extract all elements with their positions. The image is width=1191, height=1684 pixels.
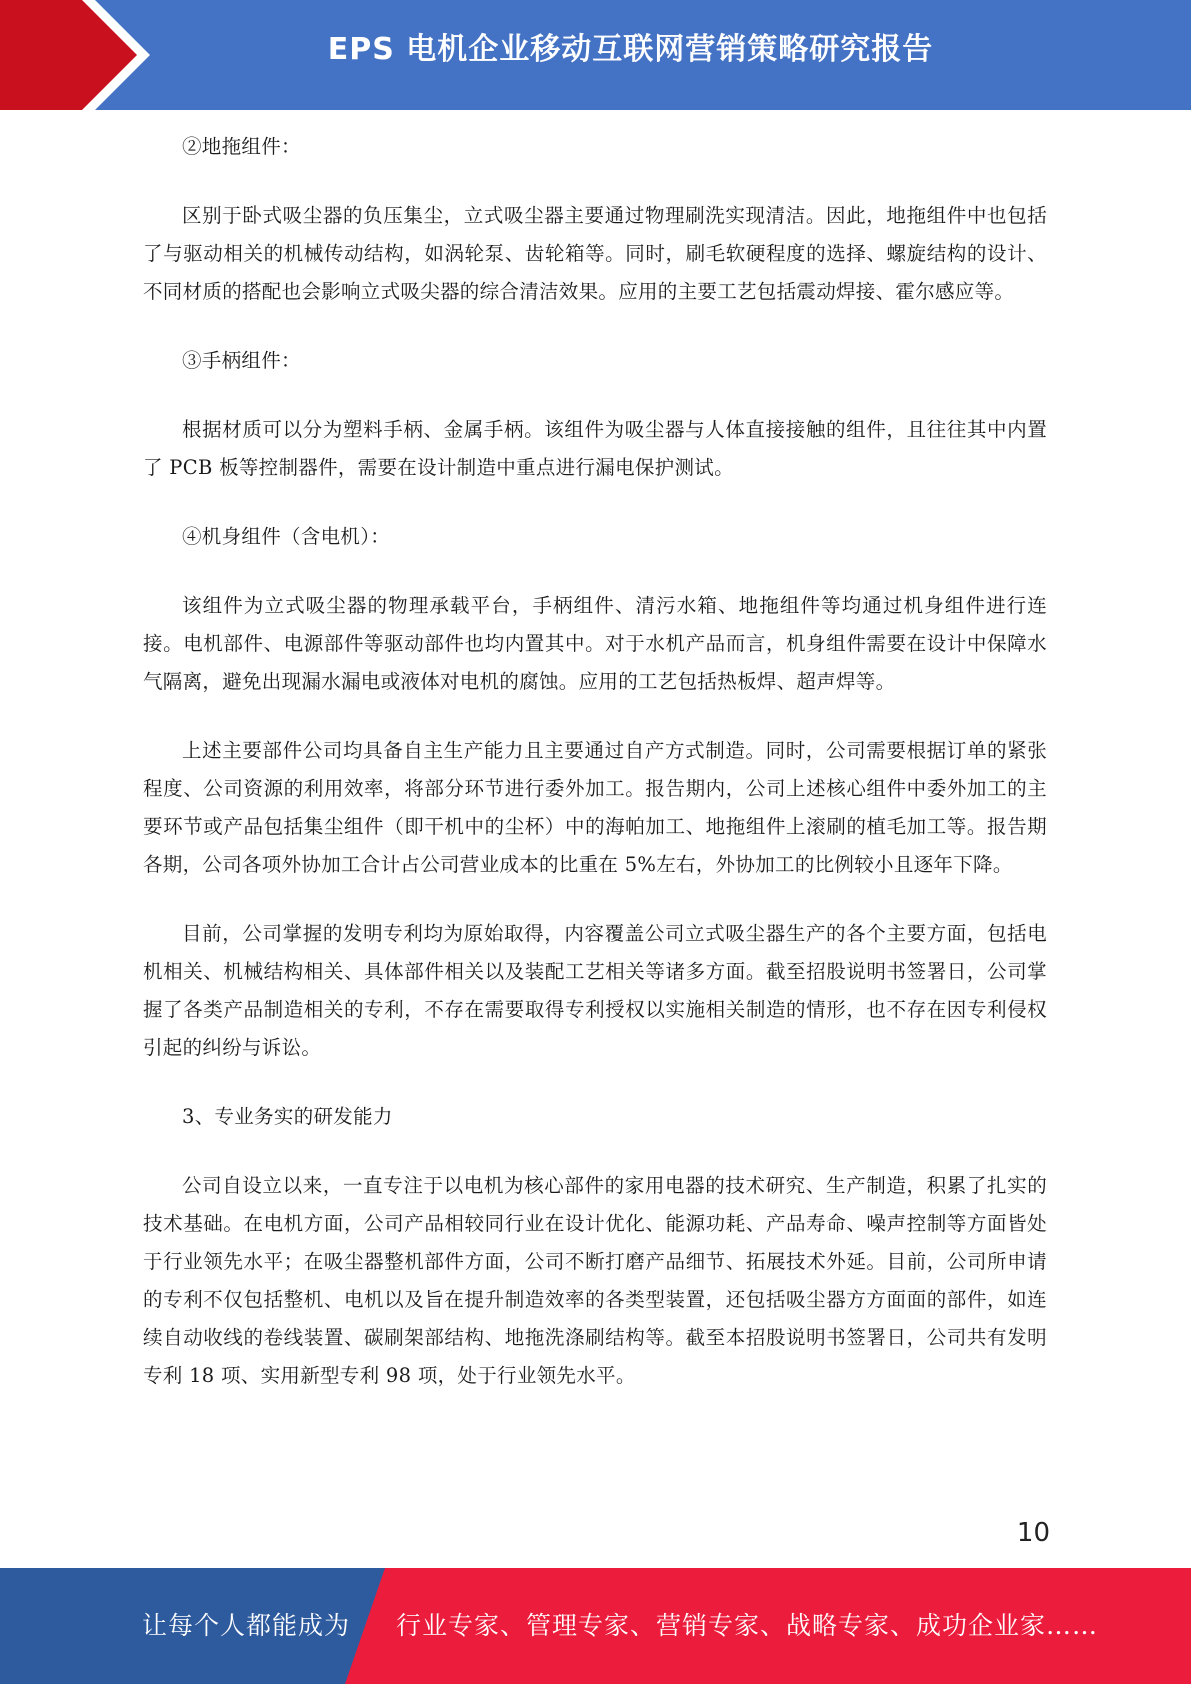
report-title: EPS 电机企业移动互联网营销策略研究报告 (327, 32, 934, 67)
body-paragraph: 公司自设立以来，一直专注于以电机为核心部件的家用电器的技术研究、生产制造，积累了扎实的技术基础。在电机方面，公司产品相较同行业在设计优化、能源功耗、产品寿命、噪声控制等方面皆处于行业领先水平；在吸尘器整机部件方面，公司不断打磨产品细节、拓展技术外延。目前，公司所申请的专利不仅包括整机、电机以及旨在提升制造效率的各类型装置，还包括吸尘器方方面面的部件，如连续自动收线的卷线装置、碳刷架部结构、地拖洗涤刷结构等。截至本招股说明书签署日，公司共有发明专利 18 项、实用新型专利 98 项，处于行业领先水平。 (143, 1174, 1047, 1387)
body-paragraph: 目前，公司掌握的发明专利均为原始取得，内容覆盖公司立式吸尘器生产的各个主要方面，包括电机相关、机械结构相关、具体部件相关以及装配工艺相关等诸多方面。截至招股说明书签署日，公司掌握了各类产品制造相关的专利，不存在需要取得专利授权以实施相关制造的情形，也不存在因专利侵权引起的纠纷与诉讼。 (143, 922, 1047, 1059)
section-heading-handle: ③手柄组件： (182, 349, 301, 372)
page-footer (0, 1568, 1191, 1684)
page-header (0, 0, 1191, 110)
footer-slogan-left: 让每个人都能成为 (142, 1611, 351, 1640)
body-paragraph: 区别于卧式吸尘器的负压集尘，立式吸尘器主要通过物理刷洗实现清洁。因此，地拖组件中也包括了与驱动相关的机械传动结构，如涡轮泵、齿轮箱等。同时，刷毛软硬程度的选择、螺旋结构的设计、不同材质的搭配也会影响立式吸尖器的综合清洁效果。应用的主要工艺包括震动焊接、霍尔感应等。 (143, 204, 1047, 303)
document-body (143, 128, 1047, 1426)
body-paragraph: 上述主要部件公司均具备自主生产能力且主要通过自产方式制造。同时，公司需要根据订单的紧张程度、公司资源的利用效率，将部分环节进行委外加工。报告期内，公司上述核心组件中委外加工的主要环节或产品包括集尘组件（即干机中的尘杯）中的海帕加工、地拖组件上滚刷的植毛加工等。报告期各期，公司各项外协加工合计占公司营业成本的比重在 5%左右，外协加工的比例较小且逐年下降。 (143, 739, 1047, 876)
section-heading-floor-brush: ②地拖组件： (182, 135, 301, 158)
body-paragraph: 根据材质可以分为塑料手柄、金属手柄。该组件为吸尘器与人体直接接触的组件，且往往其中内置了 PCB 板等控制器件，需要在设计制造中重点进行漏电保护测试。 (143, 418, 1047, 479)
footer-slogan-right: 行业专家、管理专家、营销专家、战略专家、成功企业家…… (396, 1611, 1099, 1640)
section-heading-body-assembly: ④机身组件（含电机）： (182, 525, 391, 548)
section-heading-rd: 3、专业务实的研发能力 (182, 1105, 393, 1128)
body-paragraph: 该组件为立式吸尘器的物理承载平台，手柄组件、清污水箱、地拖组件等均通过机身组件进行连接。电机部件、电源部件等驱动部件也均内置其中。对于水机产品而言，机身组件需要在设计中保障水气隔离，避免出现漏水漏电或液体对电机的腐蚀。应用的工艺包括热板焊、超声焊等。 (143, 594, 1047, 693)
page-number: 10 (1016, 1518, 1050, 1548)
